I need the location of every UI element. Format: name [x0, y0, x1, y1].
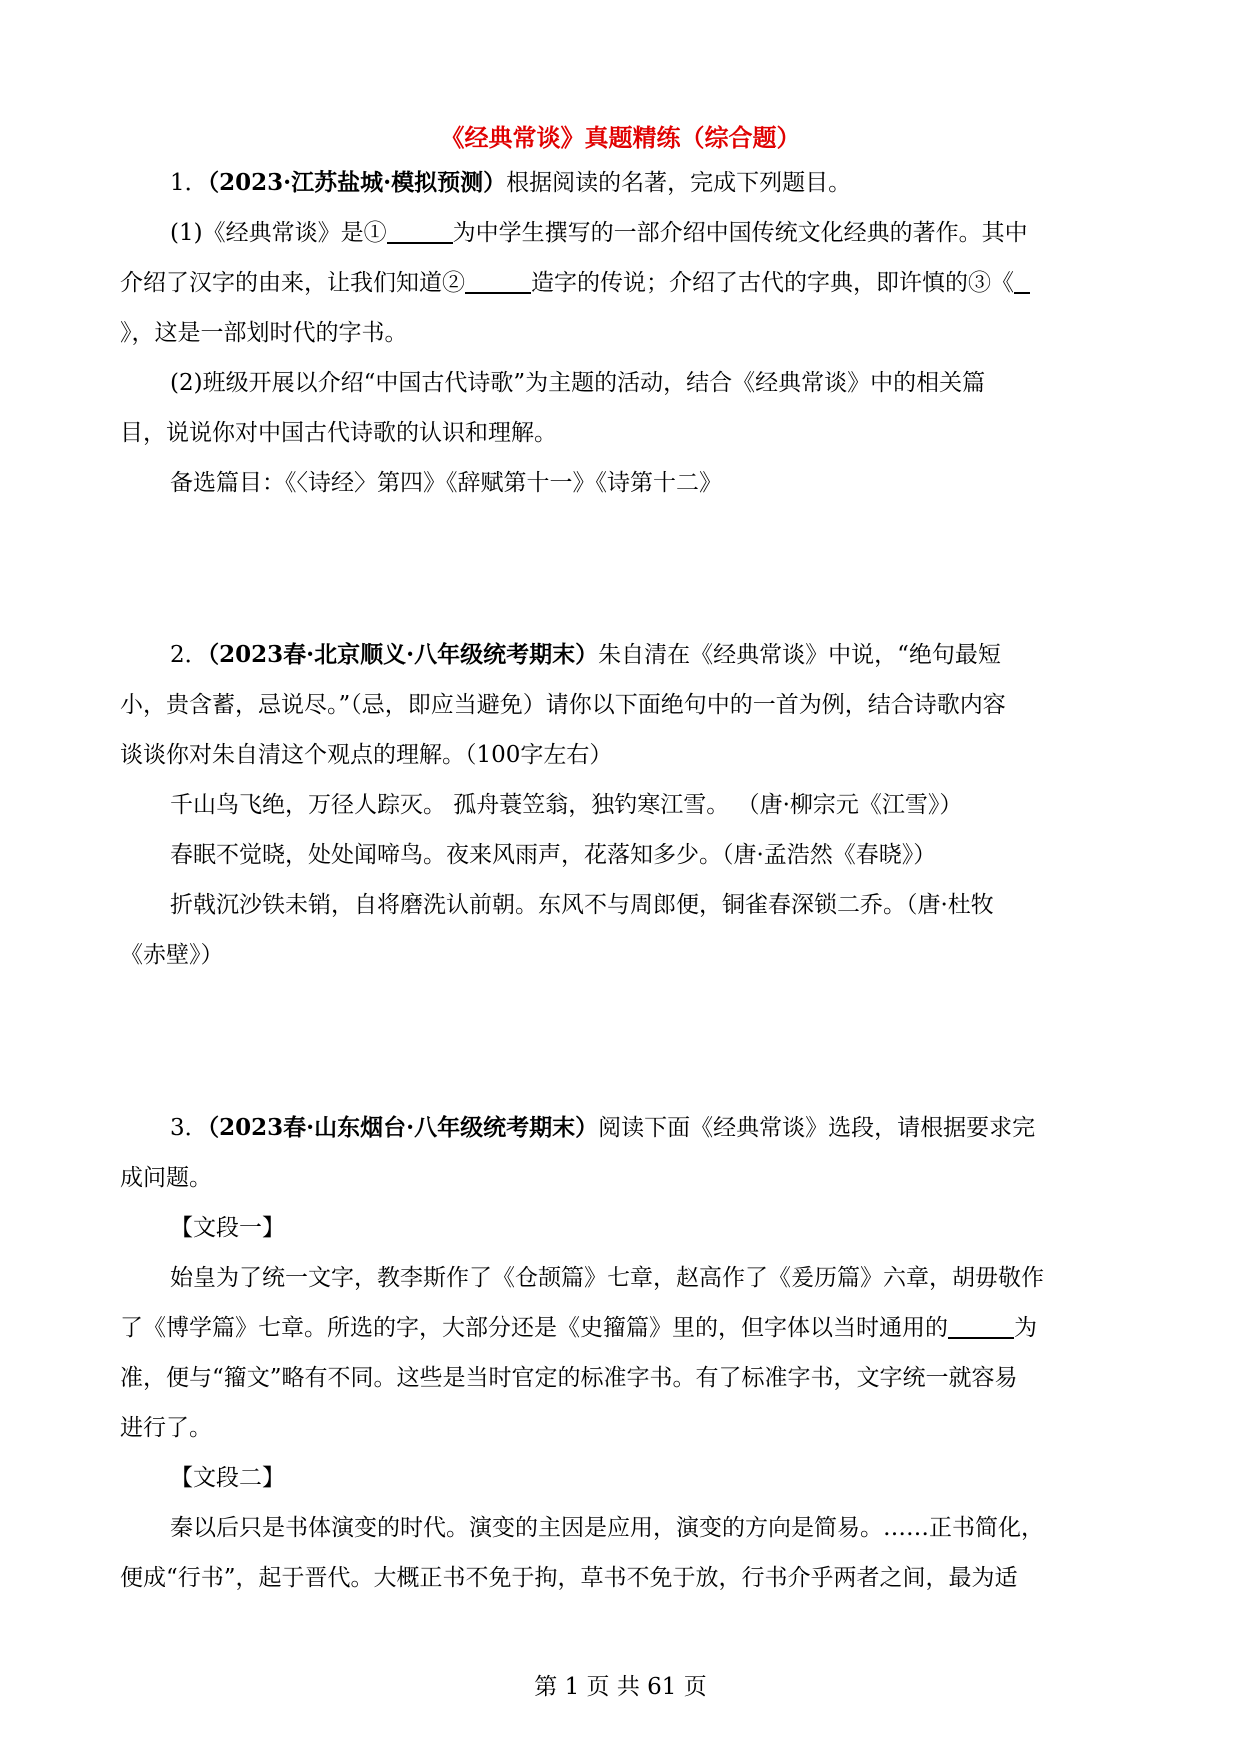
q1-number: 1．	[170, 170, 208, 196]
q3-stem-line2: 成问题。	[120, 1165, 212, 1191]
q3-section1-line3: 准，便与“籀文”略有不同。这些是当时官定的标准字书。有了标准字书，文字统一就容易	[120, 1365, 1018, 1391]
answer-blank	[387, 218, 453, 244]
q3-section2-label: 【文段二】	[170, 1465, 285, 1491]
q2-number: 2．	[170, 642, 208, 668]
q1-stem: 根据阅读的名著，完成下列题目。	[506, 170, 852, 196]
q2-poem-3-cont: 《赤壁》）	[120, 942, 224, 968]
q1-stem-line	[170, 168, 851, 198]
q1-part1-line2: 介绍了汉字的由来，让我们知道② 造字的传说；介绍了古代的字典，即许慎的③《	[120, 268, 1030, 298]
q1-part2-line2: 目，说说你对中国古代诗歌的认识和理解。	[120, 420, 557, 446]
q1-source: （2023·江苏盐城·模拟预测）	[207, 169, 507, 196]
answer-blank	[465, 268, 531, 294]
document-title: 《经典常谈》真题精练（综合题）	[440, 123, 801, 152]
q3-source: （2023春·山东烟台·八年级统考期末）	[207, 1114, 599, 1141]
q3-section1-line1: 始皇为了统一文字，教李斯作了《仓颉篇》七章，赵高作了《爰历篇》六章，胡毋敬作	[170, 1265, 1044, 1291]
q2-stem-line3: 谈谈你对朱自清这个观点的理解。（100字左右）	[120, 742, 613, 768]
q1-options: 备选篇目：《〈诗经〉第四》《辞赋第十一》《诗第十二》	[170, 470, 722, 496]
q3-section1-line2: 了《博学篇》七章。所选的字，大部分还是《史籀篇》里的，但字体以当时通用的 为	[120, 1315, 1037, 1341]
q2-poem-2: 春眠不觉晓，处处闻啼鸟。夜来风雨声，花落知多少。（唐·孟浩然《春晓》）	[170, 842, 937, 868]
q2-stem-line2: 小，贵含蓄，忌说尽。”（忌，即应当避免）请你以下面绝句中的一首为例，结合诗歌内容	[120, 692, 1006, 718]
q3-section2-line1: 秦以后只是书体演变的时代。演变的主因是应用，演变的方向是简易。……正书简化，	[170, 1515, 1044, 1541]
q2-source: （2023春·北京顺义·八年级统考期末）	[207, 641, 599, 668]
q1-part1-line1: (1)《经典常谈》是① 为中学生撰写的一部介绍中国传统文化经典的著作。其中	[170, 220, 1028, 246]
q2-poem-3: 折戟沉沙铁未销，自将磨洗认前朝。东风不与周郎便，铜雀春深锁二乔。（唐·杜牧	[170, 892, 994, 918]
q3-number: 3．	[170, 1115, 208, 1141]
q3-section1-label: 【文段一】	[170, 1215, 285, 1241]
page-footer: 第 1 页 共 61 页	[534, 1674, 707, 1700]
answer-blank	[948, 1313, 1014, 1339]
q2-stem-line1: 2．（2023春·北京顺义·八年级统考期末）朱自清在《经典常谈》中说，“绝句最短	[170, 641, 1001, 668]
q1-part2-line1: (2)班级开展以介绍“中国古代诗歌”为主题的活动，结合《经典常谈》中的相关篇	[170, 370, 986, 396]
q3-section2-line2: 便成“行书”，起于晋代。大概正书不免于拘，草书不免于放，行书介乎两者之间，最为适	[120, 1565, 1018, 1591]
q1-part1-line3: 》，这是一部划时代的字书。	[120, 320, 408, 346]
q2-poem-1: 千山鸟飞绝，万径人踪灭。 孤舟蓑笠翁，独钓寒江雪。 （唐·柳宗元《江雪》）	[170, 792, 963, 818]
q3-section1-line4: 进行了。	[120, 1415, 212, 1441]
q3-stem-line1: 3．（2023春·山东烟台·八年级统考期末）阅读下面《经典常谈》选段，请根据要求完	[170, 1114, 1036, 1141]
answer-blank	[1014, 268, 1030, 294]
